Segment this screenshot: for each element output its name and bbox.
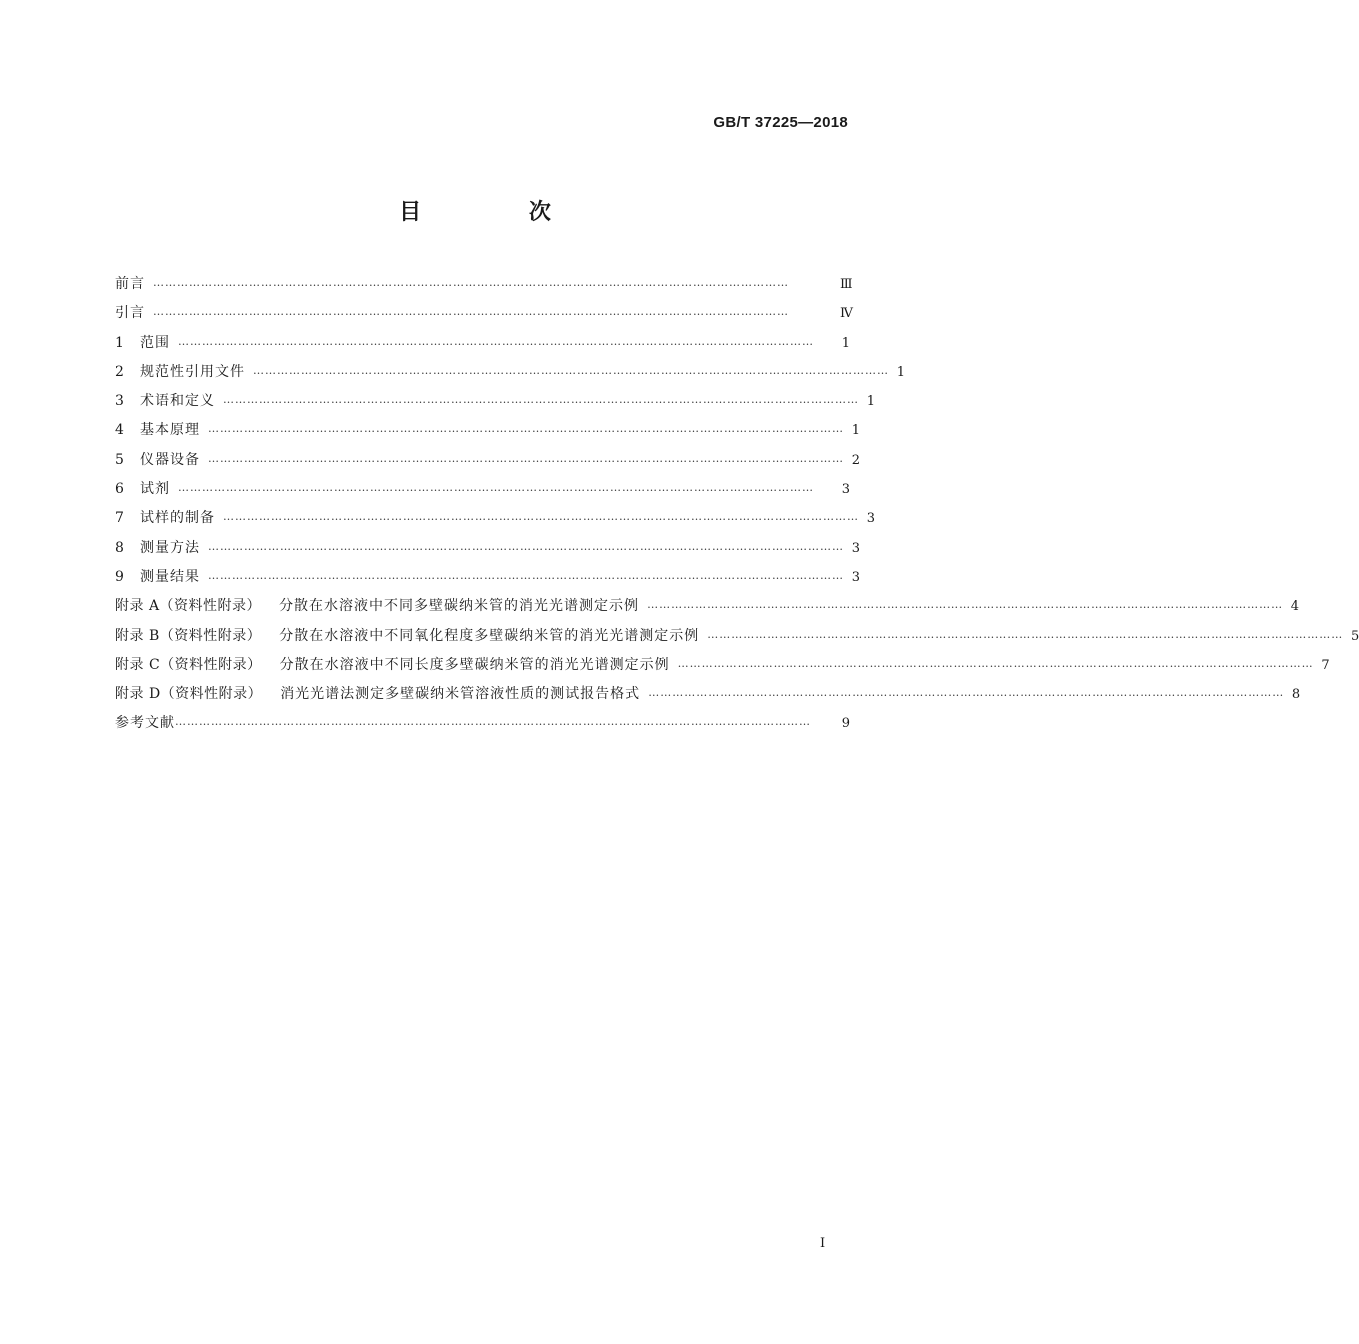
toc-entry-label: 试样的制备 [140, 510, 215, 527]
toc-entry-2[interactable] [115, 358, 905, 387]
toc-entry-label: 基本原理 [140, 422, 200, 439]
standard-code: GB/T 37225—2018 [713, 114, 848, 131]
toc-dot-leader: …………………………………………………………………………………………………………………………………………… [178, 334, 814, 348]
toc-annex-label: 附录 A（资料性附录） [115, 598, 262, 615]
toc-annex-label: 附录 C（资料性附录） [115, 656, 262, 673]
toc-entry-page: 1 [866, 394, 875, 410]
toc-entry-page: 1 [851, 423, 860, 439]
toc-entry-page: 2 [851, 452, 860, 468]
toc-entry-page: 3 [851, 569, 860, 585]
toc-dot-leader: …………………………………………………………………………………………………………………………………………… [208, 451, 844, 465]
toc-entry-number: 6 [115, 481, 124, 498]
toc-entry-5[interactable] [115, 446, 860, 475]
toc-entry-page: Ⅲ [840, 277, 853, 292]
toc-dot-leader: …………………………………………………………………………………………………………………………………………… [677, 656, 1314, 670]
toc-dot-leader: …………………………………………………………………………………………………………………………………………… [707, 627, 1344, 641]
toc-entry-page: 1 [841, 335, 850, 351]
toc-annex-title: 分散在水溶液中不同氧化程度多壁碳纳米管的消光光谱测定示例 [279, 627, 700, 644]
page-title: 目 次 [399, 200, 601, 225]
toc-entry-number: 9 [115, 568, 124, 585]
toc-dot-leader: …………………………………………………………………………………………………………………………………………… [223, 393, 859, 407]
toc-entry-6[interactable] [115, 475, 850, 504]
toc-entry-page: 4 [1290, 599, 1300, 615]
toc-dot-leader: …………………………………………………………………………………………………………………………………………… [208, 539, 844, 553]
toc-entry-foreword[interactable] [115, 270, 853, 299]
toc-entry-number: 5 [115, 451, 124, 468]
toc-entry-8[interactable] [115, 534, 860, 563]
toc-entry-label: 术语和定义 [140, 393, 215, 410]
toc-entry-label: 规范性引用文件 [140, 363, 245, 380]
toc-entry-7[interactable] [115, 504, 875, 533]
toc-dot-leader: …………………………………………………………………………………………………………………………………………… [647, 598, 1284, 612]
toc-dot-leader: …………………………………………………………………………………………………………………………………………… [223, 510, 859, 524]
toc-annex-title: 分散在水溶液中不同多壁碳纳米管的消光光谱测定示例 [279, 598, 640, 615]
toc-annex-label: 附录 D（资料性附录） [115, 686, 263, 703]
toc-entry-page: Ⅳ [840, 306, 853, 322]
toc-entry-label: 试剂 [140, 481, 170, 498]
toc-entry-page: 9 [841, 716, 850, 732]
toc-dot-leader: …………………………………………………………………………………………………………………………………………… [153, 305, 789, 319]
toc-entry-references[interactable] [115, 709, 850, 738]
toc-annex-label: 附录 B（资料性附录） [115, 627, 262, 644]
toc-entry-page: 7 [1321, 657, 1330, 673]
toc-entry-3[interactable] [115, 387, 875, 416]
toc-entry-1[interactable] [115, 329, 850, 358]
toc-entry-label: 前言 [115, 276, 145, 292]
toc-entry-number: 3 [115, 393, 124, 410]
toc-dot-leader: …………………………………………………………………………………………………………………………………………… [208, 568, 844, 582]
page-number: Ⅰ [820, 1236, 826, 1251]
toc-dot-leader: …………………………………………………………………………………………………………………………………………… [178, 481, 814, 495]
toc-entry-number: 8 [115, 539, 124, 556]
toc-entry-label: 测量方法 [140, 539, 200, 556]
toc-dot-leader: …………………………………………………………………………………………………………………………………………… [175, 715, 811, 729]
toc-entry-label: 仪器设备 [140, 451, 200, 468]
toc-annex-title: 消光光谱法测定多壁碳纳米管溶液性质的测试报告格式 [280, 686, 641, 703]
toc-entry-annex-d[interactable] [115, 680, 1301, 709]
toc-entry-annex-b[interactable] [115, 622, 1359, 651]
toc-entry-annex-a[interactable] [115, 592, 1300, 621]
toc-entry-page: 1 [896, 364, 905, 380]
toc-entry-number: 7 [115, 510, 124, 527]
toc-entry-page: 3 [851, 540, 860, 556]
toc-entry-page: 8 [1291, 687, 1301, 703]
toc-entry-introduction[interactable] [115, 299, 853, 328]
toc-entry-label: 测量结果 [140, 568, 200, 585]
toc-entry-4[interactable] [115, 416, 860, 445]
toc-entry-number: 2 [115, 363, 124, 380]
toc-dot-leader: …………………………………………………………………………………………………………………………………………… [153, 276, 789, 289]
toc-entry-page: 5 [1350, 628, 1359, 644]
table-of-contents [115, 270, 1359, 739]
toc-entry-number: 1 [115, 334, 124, 351]
toc-entry-number: 4 [115, 422, 124, 439]
toc-entry-label: 引言 [115, 305, 145, 322]
toc-entry-label: 参考文献 [115, 715, 175, 732]
toc-dot-leader: …………………………………………………………………………………………………………………………………………… [208, 422, 844, 436]
toc-entry-annex-c[interactable] [115, 651, 1330, 680]
toc-annex-title: 分散在水溶液中不同长度多壁碳纳米管的消光光谱测定示例 [279, 656, 670, 673]
toc-entry-page: 3 [841, 482, 850, 498]
toc-entry-page: 3 [866, 511, 875, 527]
toc-dot-leader: …………………………………………………………………………………………………………………………………………… [648, 686, 1285, 700]
toc-dot-leader: …………………………………………………………………………………………………………………………………………… [253, 363, 889, 377]
toc-entry-label: 范围 [140, 334, 170, 351]
toc-entry-9[interactable] [115, 563, 860, 592]
